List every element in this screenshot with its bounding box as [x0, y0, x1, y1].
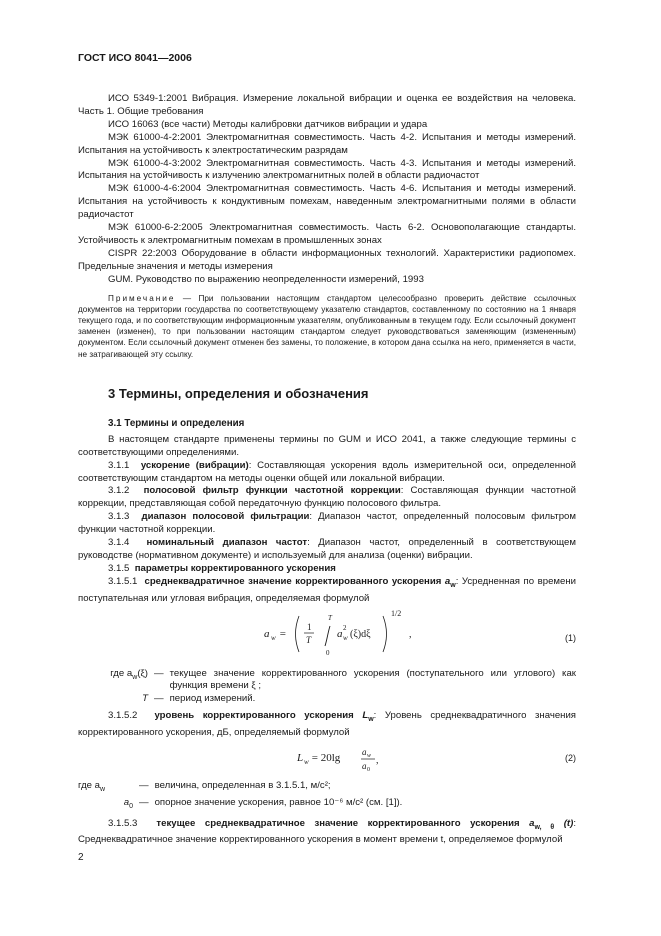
term-number: 3.1.5.1: [108, 575, 138, 587]
where-list-1: [78, 668, 576, 707]
svg-text:T: T: [306, 634, 312, 645]
left-bracket: [296, 616, 300, 652]
svg-text:,: ,: [376, 754, 379, 766]
term-3-1-1: [78, 460, 576, 486]
subsection-heading: 3.1 Термины и определения: [108, 417, 245, 429]
term-number: 3.1.5.2: [108, 710, 138, 722]
svg-text:=: =: [277, 627, 289, 640]
svg-text:a: a: [362, 746, 367, 757]
page-header: ГОСТ ИСО 8041—2006: [78, 52, 192, 64]
term-number: 3.1.2: [108, 485, 130, 497]
term-3-1-5-2: [78, 710, 576, 740]
term-number: 3.1.5.3: [108, 817, 138, 829]
term-definition: : Диапазон частот, определенный полосовым фильтром функции частотной коррекции.: [78, 511, 576, 536]
svg-text:0: 0: [326, 648, 330, 657]
svg-text:= 20lg: = 20lg: [309, 751, 344, 764]
reference-item: МЭК 61000-4-6:2004 Электромагнитная совместимость. Часть 4-6. Испытания и методы измерений. Испытания на устойчивость к кондуктивным помехам, наведенным электромагнитными полями в области радиочастот: [78, 183, 576, 221]
svg-text:a: a: [337, 627, 343, 640]
document-body: [78, 93, 576, 847]
list-item: $a_0$ — опорное значение ускорения, равное 10⁻⁶ м/с² (см. [1]).: [123, 796, 403, 810]
section-heading: 3 Термины, определения и обозначения: [108, 385, 369, 401]
term-name: среднеквадратичное значение корректированного ускорения: [144, 575, 442, 587]
reference-item: МЭК 61000-4-2:2001 Электромагнитная совместимость. Часть 4-2. Испытания и методы измерений. Испытания на устойчивость к электростатическим разрядам: [78, 131, 576, 156]
note: [78, 293, 576, 360]
term-number: 3.1.1: [108, 459, 130, 471]
svg-text:w: w: [343, 633, 348, 642]
note-label: Примечание: [108, 293, 176, 303]
svg-text:w: w: [367, 752, 372, 759]
svg-text:1/2: 1/2: [391, 608, 402, 618]
reference-item: МЭК 61000-6-2:2005 Электромагнитная совместимость. Часть 6-2. Основополагающие стандарты. Устойчивость к электромагнитным помехам в промышленных зонах: [78, 222, 576, 246]
term-definition: : Среднеквадратичное значение корректированного ускорения в момент времени t, определяемое формулой: [78, 817, 576, 846]
svg-text:2: 2: [343, 623, 347, 632]
term-name: номинальный диапазон частот: [146, 537, 308, 549]
term-definition: : Диапазон частот, определенный в соответствующем руководстве (нормативном документе) и используемый для анализа (оценки) вибрации.: [78, 537, 576, 561]
equation-number: (2): [565, 752, 576, 763]
term-name: уровень корректированного ускорения: [154, 710, 354, 722]
svg-text:(ξ)dξ: (ξ)dξ: [350, 628, 371, 640]
right-bracket: [383, 616, 387, 652]
list-item: где $a_w$ — величина, определенная в 3.1.5.1, м/с²;: [78, 779, 331, 793]
formula-1: [78, 606, 576, 662]
integral-sign: [325, 626, 330, 646]
term-3-1-3: [78, 511, 576, 537]
term-definition: : Составляющая ускорения вдоль измерительной оси, определенной соответствующим стандартом на методы оценки общей или локальной вибрации.: [78, 459, 576, 484]
term-definition: : Составляющая функции частотной коррекции, представляющая собой передаточную функцию полосового фильтра.: [78, 485, 576, 510]
term-3-1-4: [78, 537, 576, 563]
formula-2-graphic: [78, 740, 576, 778]
where-list-2: [78, 780, 576, 814]
intro-paragraph: В настоящем стандарте применены термины по GUM и ИСО 2041, а также следующие термины с соответствующими определениями.: [78, 433, 576, 458]
term-3-1-2: [78, 485, 576, 511]
term-symbol: $a_w$: [444, 575, 456, 589]
term-3-1-5-1: [78, 576, 576, 606]
term-symbol: $L_w$: [362, 710, 374, 724]
svg-text:w: w: [271, 633, 276, 642]
reference-item: ИСО 16063 (все части) Методы калибровки датчиков вибрации и удара: [108, 118, 428, 130]
term-number: 3.1.5: [108, 562, 130, 574]
page-number: 2: [78, 852, 84, 863]
note-text: — При пользовании настоящим стандартом целесообразно проверить действие ссылочных документов на территории государства по соответствующему указателю стандартов, составленному по состоянию на 1 января текущего года, и по соответствующим информационным указателям, опубликованным в текущем году. Если ссылочный документ заменен (изменен), то при пользовании настоящим стандартом следует руководствоваться заменяющим (измененным) документом. Если ссылочный документ отменен без замены, то положение, в котором дана ссылка на него, применяется в части, не затрагивающей эту ссылку.: [78, 293, 576, 359]
formula-2: [78, 740, 576, 778]
formula-1-graphic: [78, 606, 576, 662]
svg-text:0: 0: [367, 766, 370, 773]
list-item: где $a_w(\xi)$ — текущее значение корректированного ускорения (поступательного или углового) как функция времени ξ ;: [110, 667, 576, 692]
term-name: параметры корректированного ускорения: [134, 562, 336, 574]
svg-text:L: L: [297, 751, 304, 764]
equation-number: (1): [565, 632, 576, 643]
svg-text:w: w: [304, 757, 309, 766]
svg-text:1: 1: [307, 621, 312, 632]
svg-text:T: T: [328, 613, 332, 622]
term-name: ускорение (вибрации): [140, 459, 249, 471]
term-3-1-5-3: [78, 818, 576, 848]
svg-text:,: ,: [409, 628, 412, 640]
reference-item: CISPR 22:2003 Оборудование в области информационных технологий. Характеристики радиопомех. Предельные значения и методы измерения: [78, 247, 576, 272]
term-definition: : Уровень среднеквадратичного значения корректированного ускорения, дБ, определяемый формулой: [78, 710, 577, 739]
svg-text:a: a: [264, 627, 270, 640]
term-definition: : Усредненная по времени поступательная или угловая вибрация, определяемая формулой: [78, 575, 577, 604]
reference-item: ИСО 5349-1:2001 Вибрация. Измерение локальной вибрации и оценка ее воздействия на человека. Часть 1. Общие требования: [78, 93, 576, 117]
term-name: текущее среднеквадратичное значение корректированного ускорения: [156, 817, 520, 829]
list-item: T — период измерений.: [142, 693, 256, 705]
svg-text:a: a: [362, 760, 367, 771]
term-name: диапазон полосовой фильтрации: [141, 511, 310, 523]
term-name: полосовой фильтр функции частотной коррекции: [143, 485, 401, 497]
term-symbol: $a_{w, \theta}$ (t): [529, 817, 574, 831]
term-number: 3.1.4: [108, 537, 130, 549]
reference-item: МЭК 61000-4-3:2002 Электромагнитная совместимость. Часть 4-3. Испытания и методы измерений. Испытания на устойчивость к излучению электромагнитных полей в области радиочастот: [78, 157, 576, 182]
reference-item: GUM. Руководство по выражению неопределенности измерений, 1993: [108, 273, 424, 285]
term-number: 3.1.3: [108, 511, 130, 523]
term-3-1-5: [78, 563, 576, 576]
